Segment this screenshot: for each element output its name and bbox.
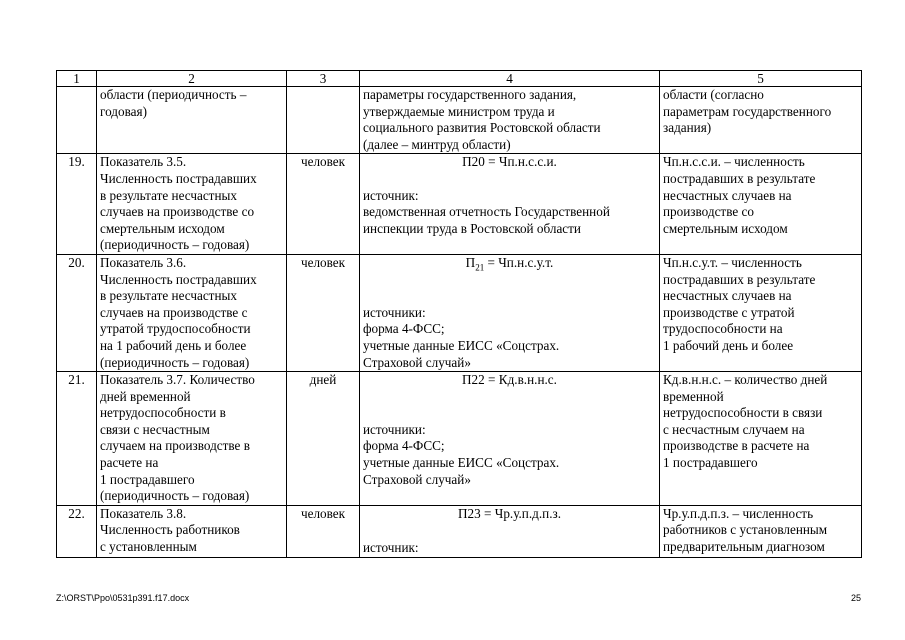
method-line: [363, 272, 656, 289]
formula-prefix: П: [465, 254, 476, 270]
indicator-line: годовая): [100, 103, 147, 119]
indicator-line: Показатель 3.5.: [100, 154, 187, 170]
description-line: Чр.у.п.д.п.з. – численность: [663, 505, 814, 521]
indicator-line: Показатель 3.6.: [100, 254, 187, 270]
unit-cell: [287, 87, 360, 154]
description-cell: [660, 505, 862, 557]
method-line: учетные данные ЕИСС «Соцстрах.: [363, 455, 560, 471]
description-line: производстве со: [663, 204, 754, 220]
header-cell-3: 3: [287, 71, 360, 87]
formula: [363, 255, 656, 272]
indicator-cell: [97, 154, 287, 255]
row-number: 20.: [57, 254, 97, 371]
page-number: 25: [850, 593, 861, 603]
description-line: Чп.н.с.у.т. – численность: [663, 254, 802, 270]
header-cell-2: 2: [97, 71, 287, 87]
method-line: [363, 405, 656, 422]
description-line: несчастных случаев на: [663, 288, 792, 304]
indicator-line: с установленным: [100, 539, 197, 555]
description-line: трудоспособности на: [663, 321, 783, 337]
indicator-line: 1 пострадавшего: [100, 471, 195, 487]
method-cell: [360, 154, 660, 255]
table-row: [57, 254, 862, 371]
description-line: временной: [663, 388, 724, 404]
method-line: форма 4-ФСС;: [363, 438, 445, 454]
indicator-line: расчете на: [100, 455, 159, 471]
table-row: [57, 154, 862, 255]
row-number: [57, 87, 97, 154]
indicator-cell: [97, 87, 287, 154]
description-line: нетрудоспособности в связи: [663, 405, 823, 421]
method-line: форма 4-ФСС;: [363, 321, 445, 337]
indicator-line: случаем на производстве в: [100, 438, 250, 454]
method-line: источник:: [363, 540, 419, 556]
description-line: с несчастным случаем на: [663, 421, 805, 437]
method-line: ведомственная отчетность Государственной: [363, 204, 610, 220]
indicator-line: случаев на производстве со: [100, 204, 255, 220]
description-cell: [660, 154, 862, 255]
header-cell-5: 5: [660, 71, 862, 87]
description-line: производстве с утратой: [663, 304, 795, 320]
table-row: [57, 372, 862, 506]
table-row: [57, 87, 862, 154]
indicator-line: на 1 рабочий день и более: [100, 337, 247, 353]
description-line: предварительным диагнозом: [663, 539, 825, 555]
method-cell: [360, 87, 660, 154]
indicator-line: Численность пострадавших: [100, 271, 257, 287]
unit-cell: человек: [287, 505, 360, 557]
method-line: учетные данные ЕИСС «Соцстрах.: [363, 337, 560, 353]
method-line: [363, 171, 656, 188]
indicator-line: Показатель 3.7. Количество: [100, 372, 255, 388]
unit-cell: дней: [287, 372, 360, 506]
method-line: источники:: [363, 304, 426, 320]
unit-cell: человек: [287, 254, 360, 371]
footer-file-path: Z:\ORST\Ppo\0531p391.f17.docx: [56, 593, 190, 603]
method-line: инспекции труда в Ростовской области: [363, 220, 581, 236]
unit-cell: человек: [287, 154, 360, 255]
indicator-line: (периодичность – годовая): [100, 237, 250, 253]
indicator-line: дней временной: [100, 388, 191, 404]
description-cell: [660, 254, 862, 371]
table-row: [57, 505, 862, 557]
method-line: Страховой случай»: [363, 354, 471, 370]
indicator-line: в результате несчастных: [100, 187, 237, 203]
indicator-line: в результате несчастных: [100, 288, 237, 304]
indicators-table: [56, 70, 862, 558]
indicator-line: (периодичность – годовая): [100, 354, 250, 370]
indicator-line: случаев на производстве с: [100, 304, 248, 320]
description-line: 1 пострадавшего: [663, 455, 758, 471]
row-number: 19.: [57, 154, 97, 255]
indicator-line: утратой трудоспособности: [100, 321, 251, 337]
method-cell: [360, 505, 660, 557]
indicator-line: (периодичность – годовая): [100, 488, 250, 504]
description-line: Кд.в.н.н.с. – количество дней: [663, 372, 828, 388]
description-line: пострадавших в результате: [663, 271, 816, 287]
description-line: несчастных случаев на: [663, 187, 792, 203]
formula: П20 = Чп.н.с.с.и.: [462, 154, 557, 170]
row-number: 22.: [57, 505, 97, 557]
indicator-cell: [97, 372, 287, 506]
formula-subscript: 21: [475, 262, 485, 273]
header-cell-1: 1: [57, 71, 97, 87]
description-line: пострадавших в результате: [663, 170, 816, 186]
indicator-line: Численность пострадавших: [100, 170, 257, 186]
indicator-line: Численность работников: [100, 522, 240, 538]
indicator-line: области (периодичность –: [100, 87, 247, 102]
method-line: Страховой случай»: [363, 471, 471, 487]
row-number: 21.: [57, 372, 97, 506]
method-line: [363, 288, 656, 305]
method-line: источники:: [363, 421, 426, 437]
description-line: смертельным исходом: [663, 220, 788, 236]
method-line: источник:: [363, 187, 419, 203]
description-cell: [660, 372, 862, 506]
method-cell: [360, 254, 660, 371]
method-line: (далее – минтруд области): [363, 136, 511, 152]
formula: П22 = Кд.в.н.н.с.: [462, 372, 557, 388]
description-line: параметрам государственного: [663, 103, 832, 119]
method-line: утверждаемые министром труда и: [363, 103, 555, 119]
method-line: социального развития Ростовской области: [363, 120, 601, 136]
description-cell: [660, 87, 862, 154]
indicator-cell: [97, 254, 287, 371]
formula: П23 = Чр.у.п.д.п.з.: [458, 505, 561, 521]
description-line: Чп.н.с.с.и. – численность: [663, 154, 805, 170]
description-line: производстве в расчете на: [663, 438, 810, 454]
table-header-row: [57, 71, 862, 87]
description-line: области (согласно: [663, 87, 764, 102]
indicator-line: Показатель 3.8.: [100, 505, 187, 521]
method-cell: [360, 372, 660, 506]
indicator-line: нетрудоспособности в: [100, 405, 226, 421]
indicator-line: смертельным исходом: [100, 220, 225, 236]
formula-rest: = Чп.н.с.у.т.: [484, 254, 554, 270]
description-line: работников с установленным: [663, 522, 828, 538]
description-line: 1 рабочий день и более: [663, 337, 794, 353]
indicator-line: связи с несчастным: [100, 421, 210, 437]
method-line: [363, 522, 656, 530]
indicator-cell: [97, 505, 287, 557]
method-line: [363, 389, 656, 406]
method-line: параметры государственного задания,: [363, 87, 577, 102]
header-cell-4: 4: [360, 71, 660, 87]
method-line: [363, 530, 656, 540]
description-line: задания): [663, 120, 712, 136]
